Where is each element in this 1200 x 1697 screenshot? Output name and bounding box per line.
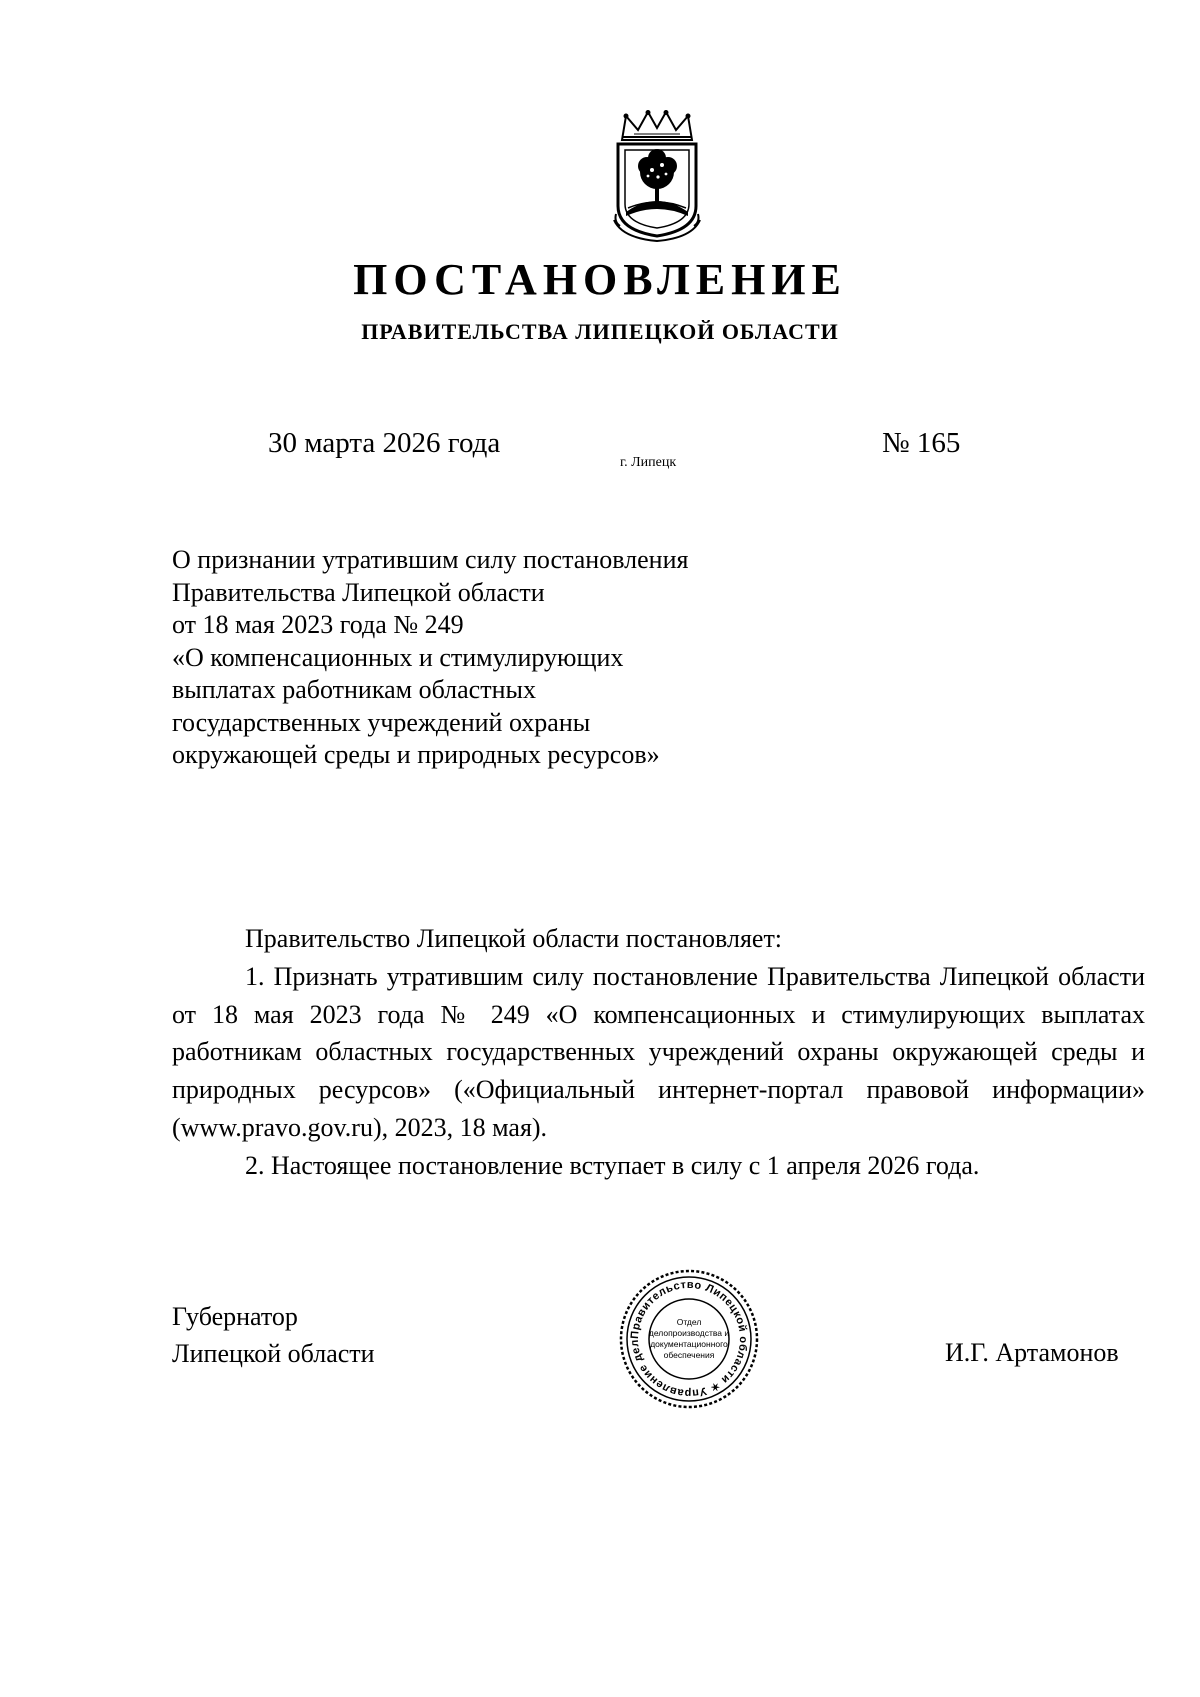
document-date: 30 марта 2026 года — [268, 427, 501, 459]
official-seal-icon — [618, 1268, 760, 1410]
subject-line: от 18 мая 2023 года № 249 — [172, 610, 464, 639]
subject-line: «О компенсационных и стимулирующих — [172, 642, 624, 672]
document-type-title: ПОСТАНОВЛЕНИЕ — [353, 255, 847, 304]
svg-text:Отдел: Отдел — [676, 1317, 702, 1327]
subject-line: государственных учреждений охраны — [172, 707, 591, 737]
body-paragraph: 2. Настоящее постановление вступает в силу с 1 апреля 2026 года. — [245, 1150, 980, 1180]
document-subject — [172, 544, 892, 772]
signatory-title-line: Липецкой области — [172, 1339, 375, 1368]
subject-line: выплатах работникам областных — [172, 675, 536, 704]
document-city: г. Липецк — [620, 455, 677, 470]
subject-line: окружающей среды и природных ресурсов» — [172, 740, 660, 769]
svg-text:обеспечения: обеспечения — [663, 1350, 715, 1360]
svg-text:документационного: документационного — [650, 1339, 728, 1349]
subject-line: О признании утратившим силу постановления — [172, 545, 689, 574]
body-paragraph: Правительство Липецкой области постановляет: — [245, 924, 783, 953]
signatory-title-line: Губернатор — [172, 1302, 298, 1331]
coat-of-arms-icon — [612, 110, 702, 242]
subject-line: Правительства Липецкой области — [172, 577, 545, 607]
svg-text:Правительство Липецкой области: Правительство Липецкой области ✶ Управление дел — [628, 1278, 750, 1400]
svg-text:делопроизводства и: делопроизводства и — [648, 1328, 730, 1338]
body-paragraph: 1. Признать утратившим силу постановление Правительства Липецкой области от 18 мая 2023 года № 249 «О компенсационных и стимулирующих выплатах работникам областных государственных учреждений охраны окружающей среды и природных ресурсов» («Официальный интернет-портал правовой информации» (www.pravo.gov.ru), 2023, 18 мая). — [172, 961, 1145, 1142]
issuer-name: ПРАВИТЕЛЬСТВА ЛИПЕЦКОЙ ОБЛАСТИ — [361, 319, 839, 344]
document-number: № 165 — [882, 427, 961, 459]
signatory-title — [172, 1298, 375, 1372]
document-body — [172, 920, 1145, 1185]
signatory-name: И.Г. Артамонов — [945, 1338, 1119, 1367]
